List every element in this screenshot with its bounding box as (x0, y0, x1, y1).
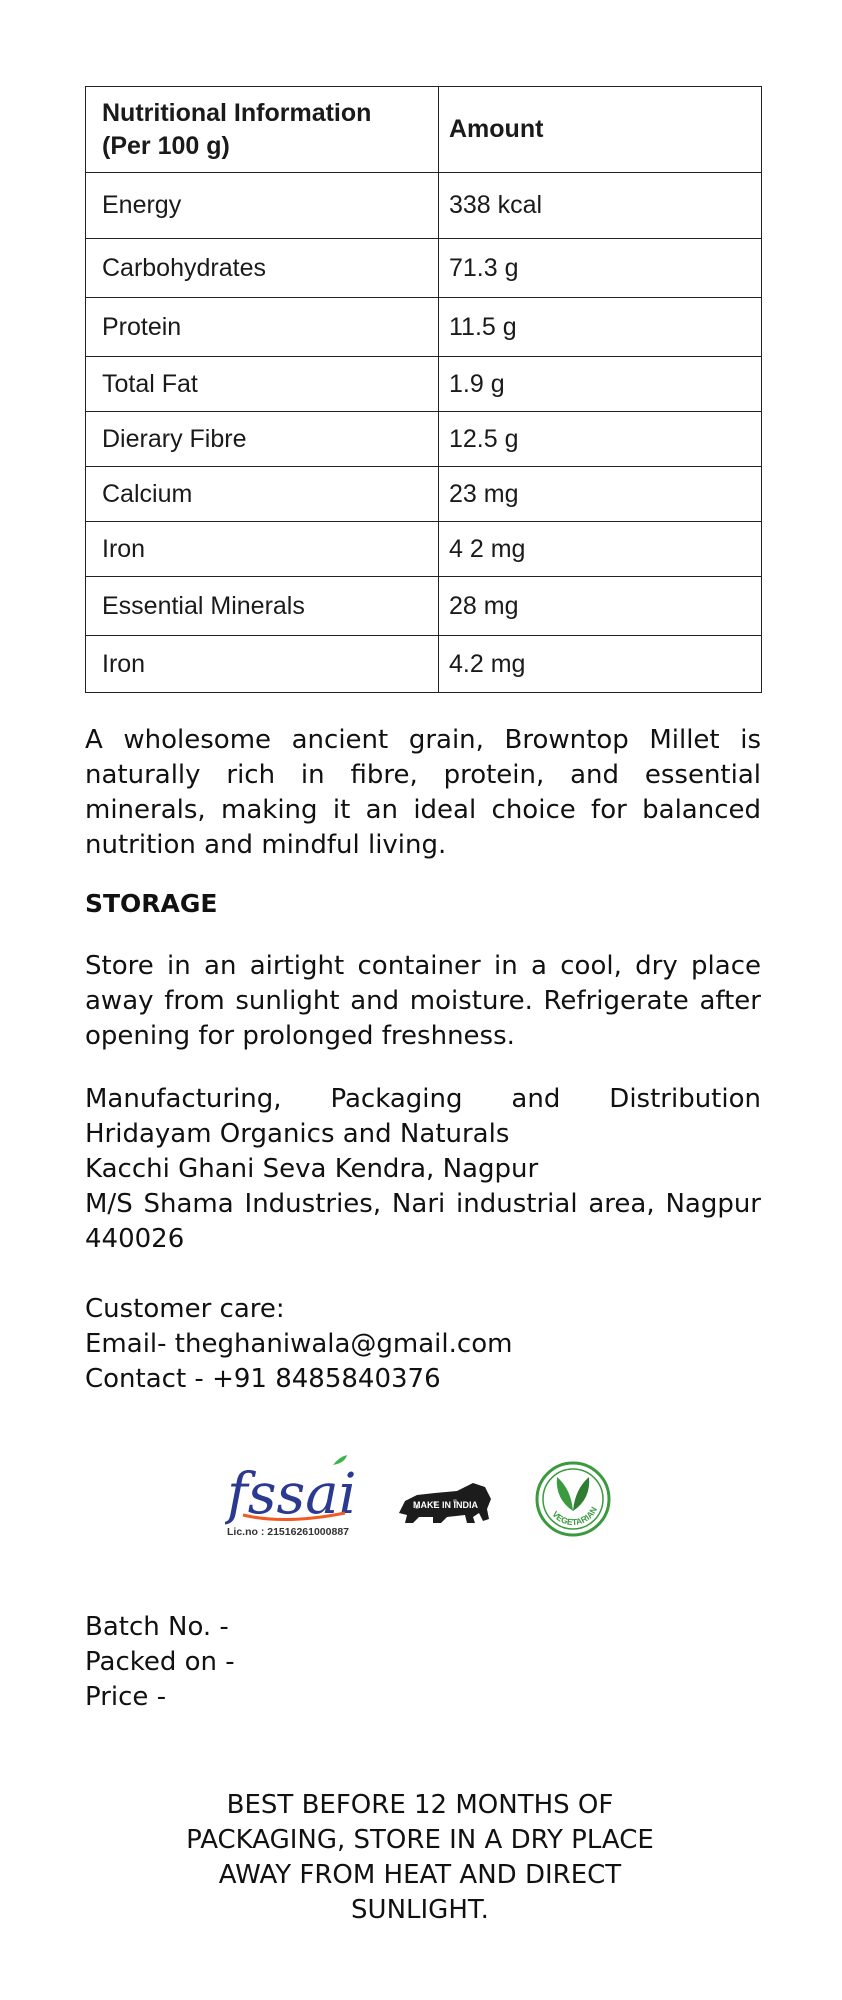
fssai-wordmark: fssai (227, 1462, 357, 1527)
table-row (86, 412, 762, 467)
manufacturer-line: Kacchi Ghani Seva Kendra, Nagpur (85, 1154, 539, 1184)
nutrient-name: Iron (86, 522, 439, 577)
nutrient-name: Protein (86, 298, 439, 357)
nutrient-name: Dierary Fibre (86, 412, 439, 467)
batch-info (85, 1610, 235, 1715)
best-before-notice: BEST BEFORE 12 MONTHS OF PACKAGING, STORE IN A DRY PLACE AWAY FROM HEAT AND DIRECT SUNLIGHT. (186, 1790, 654, 1925)
nutrient-amount: 4 2 mg (439, 522, 762, 577)
table-row (86, 577, 762, 636)
product-description: A wholesome ancient grain, Browntop Millet is naturally rich in fibre, protein, and essential minerals, making it an ideal choice for balanced nutrition and mindful living. (85, 725, 761, 860)
packed-on: Packed on - (85, 1647, 235, 1677)
vegetarian-textpath: VEGETARIAN (550, 1504, 600, 1528)
table-row (86, 636, 762, 693)
vegetarian-logo (537, 1463, 609, 1535)
leaf-icon (573, 1477, 589, 1511)
table-row (86, 173, 762, 239)
customer-care-contact: Contact - +91 8485840376 (85, 1364, 441, 1394)
nutrient-name: Carbohydrates (86, 239, 439, 298)
manufacturer-info (85, 1082, 761, 1257)
table-header-amount: Amount (439, 87, 762, 173)
price: Price - (85, 1682, 167, 1712)
nutrient-amount: 28 mg (439, 577, 762, 636)
nutrient-name: Energy (86, 173, 439, 239)
fssai-license: Lic.no : 21516261000887 (227, 1526, 350, 1538)
manufacturer-line: M/S Shama Industries, Nari industrial area, Nagpur 440026 (85, 1189, 761, 1254)
certification-logos (225, 1453, 625, 1543)
nutrient-amount: 23 mg (439, 467, 762, 522)
nutrient-amount: 12.5 g (439, 412, 762, 467)
table-row (86, 467, 762, 522)
storage-instructions: Store in an airtight container in a cool, dry place away from sunlight and moisture. Refrigerate after opening for prolonged freshness. (85, 951, 761, 1051)
nutrient-amount: 11.5 g (439, 298, 762, 357)
make-in-india-text: MAKE IN INDIA (413, 1500, 478, 1510)
label-content (85, 86, 761, 1397)
leaf-icon (557, 1477, 573, 1511)
batch-number: Batch No. - (85, 1612, 229, 1642)
nutrition-table (85, 86, 762, 693)
manufacturer-line: Manufacturing, Packaging and Distribution Hridayam Organics and Naturals (85, 1084, 761, 1149)
table-row (86, 522, 762, 577)
logos-svg (225, 1453, 625, 1543)
customer-care-email: Email- theghaniwala@gmail.com (85, 1329, 513, 1359)
customer-care-heading: Customer care: (85, 1294, 285, 1324)
nutrient-name: Iron (86, 636, 439, 693)
nutrient-name: Total Fat (86, 357, 439, 412)
customer-care (85, 1292, 761, 1397)
table-row (86, 239, 762, 298)
nutrient-name: Calcium (86, 467, 439, 522)
table-row (86, 357, 762, 412)
make-in-india-logo (399, 1483, 491, 1523)
table-row (86, 298, 762, 357)
table-header-row (86, 87, 762, 173)
table-header-nutrition: Nutritional Information (Per 100 g) (86, 87, 439, 173)
storage-heading: STORAGE (85, 889, 218, 918)
nutrient-amount: 338 kcal (439, 173, 762, 239)
nutrient-amount: 71.3 g (439, 239, 762, 298)
nutrient-amount: 1.9 g (439, 357, 762, 412)
fssai-logo (225, 1455, 357, 1538)
nutrient-amount: 4.2 mg (439, 636, 762, 693)
nutrient-name: Essential Minerals (86, 577, 439, 636)
